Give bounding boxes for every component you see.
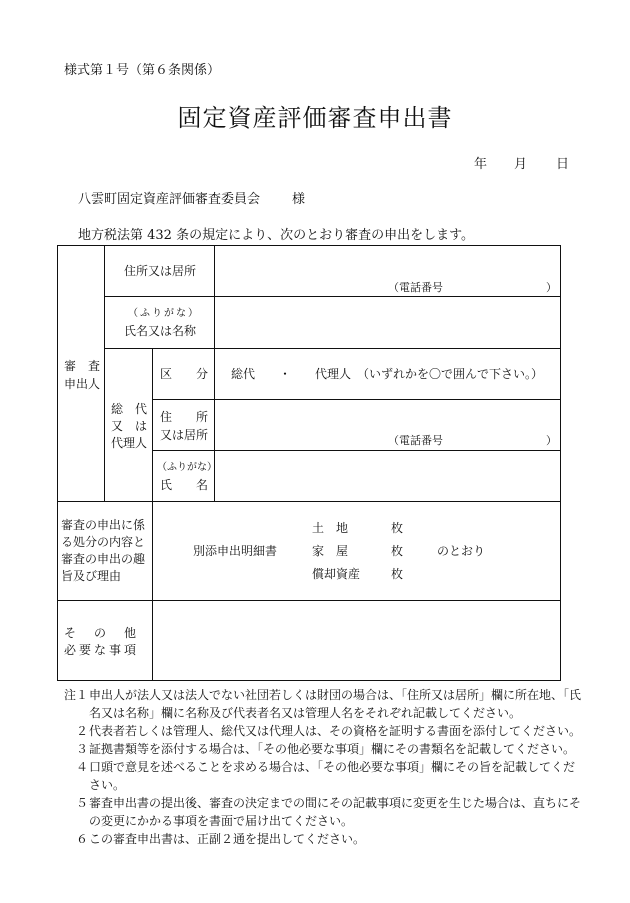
item-land-unit: 枚 bbox=[391, 521, 404, 535]
note-2 bbox=[64, 722, 584, 740]
note-3 bbox=[64, 740, 584, 758]
rep-address-label-line1: 住 所 bbox=[160, 410, 209, 424]
item-house-label: 家 屋 bbox=[312, 544, 349, 558]
note-1 bbox=[64, 686, 584, 722]
rep-header-line2: 又 は bbox=[110, 419, 147, 433]
date-month: 月 bbox=[514, 157, 528, 172]
rep-name-label: 氏 名 bbox=[160, 478, 209, 492]
note-2-text: 代表者若しくは管理人、総代又は代理人は、その資格を証明する書面を添付してください。 bbox=[89, 724, 582, 738]
rep-header-line3: 代理人 bbox=[110, 436, 147, 450]
note-5 bbox=[64, 794, 584, 830]
name-label: 氏名又は名称 bbox=[124, 324, 197, 338]
note-3-number: ３ bbox=[76, 742, 89, 756]
note-6-text: この審査申出書は、正副２通を提出してください。 bbox=[89, 832, 366, 846]
form-number: 様式第１号（第６条関係） bbox=[64, 63, 221, 78]
applicant-header-line2: 申出人 bbox=[64, 377, 101, 391]
note-1-number: 注１ bbox=[64, 688, 89, 702]
disposition-label-line2: る処分の内容と bbox=[61, 535, 146, 549]
rep-phone-label: （電話番号 bbox=[388, 434, 443, 447]
furigana-label: （ふりがな） bbox=[128, 308, 200, 319]
page-title: 固定資産評価審査申出書 bbox=[177, 104, 453, 132]
note-4 bbox=[64, 758, 584, 794]
other-label-line2: 必要な事項 bbox=[64, 643, 140, 657]
separate-sheet: 別添申出明細書 bbox=[193, 544, 278, 558]
addressee-honorific: 様 bbox=[292, 192, 306, 207]
intro-text: 地方税法第 432 条の規定により、次のとおり審査の申出をします。 bbox=[78, 228, 475, 243]
disposition-label-line3: 審査の申出の趣 bbox=[61, 552, 146, 566]
as-follows: のとおり bbox=[437, 544, 486, 558]
item-land-label: 土 地 bbox=[312, 521, 349, 535]
note-5-number: ５ bbox=[76, 796, 89, 810]
rep-furigana-label: （ふりがな） bbox=[157, 462, 217, 473]
applicant-header-line1: 審 査 bbox=[64, 359, 101, 373]
category-value: 総代 ・ 代理人 （いずれかを〇で囲んで下さい。） bbox=[231, 367, 544, 381]
note-4-text: 口頭で意見を述べることを求める場合は、「その他必要な事項」欄にその旨を記載してください。 bbox=[89, 760, 576, 792]
item-depreciable-unit: 枚 bbox=[391, 567, 404, 581]
address-label: 住所又は居所 bbox=[124, 264, 197, 278]
phone-close: ） bbox=[546, 281, 557, 294]
item-house-unit: 枚 bbox=[391, 544, 404, 558]
rep-header-line1: 総 代 bbox=[110, 402, 147, 416]
note-1-text: 申出人が法人又は法人でない社団若しくは財団の場合は、「住所又は居所」欄に所在地、「氏名又は名称」欄に名称及び代表者名又は管理人名をそれぞれ記載してください。 bbox=[89, 688, 582, 720]
note-6-number: ６ bbox=[76, 832, 89, 846]
disposition-label-line1: 審査の申出に係 bbox=[61, 518, 146, 532]
note-5-text: 審査申出書の提出後、審査の決定までの間にその記載事項に変更を生じた場合は、直ちにその変更にかかる事項を書面で届け出てください。 bbox=[89, 796, 582, 828]
note-6 bbox=[64, 830, 584, 848]
phone-label: （電話番号 bbox=[388, 281, 443, 294]
addressee-name: 八雲町固定資産評価審査委員会 bbox=[78, 192, 261, 207]
rep-phone-close: ） bbox=[546, 434, 557, 447]
note-2-number: ２ bbox=[76, 724, 89, 738]
item-depreciable-label: 償却資産 bbox=[312, 567, 361, 581]
date-day: 日 bbox=[556, 157, 570, 172]
rep-address-label-line2: 又は居所 bbox=[160, 428, 209, 442]
category-label: 区 分 bbox=[160, 367, 209, 381]
note-4-number: ４ bbox=[76, 760, 89, 774]
note-3-text: 証拠書類等を添付する場合は、「その他必要な事項」欄にその書類名を記載してください。 bbox=[89, 742, 576, 756]
date-year: 年 bbox=[474, 157, 488, 172]
disposition-label-line4: 旨及び理由 bbox=[61, 569, 122, 583]
other-label-line1: そ の 他 bbox=[64, 626, 140, 640]
